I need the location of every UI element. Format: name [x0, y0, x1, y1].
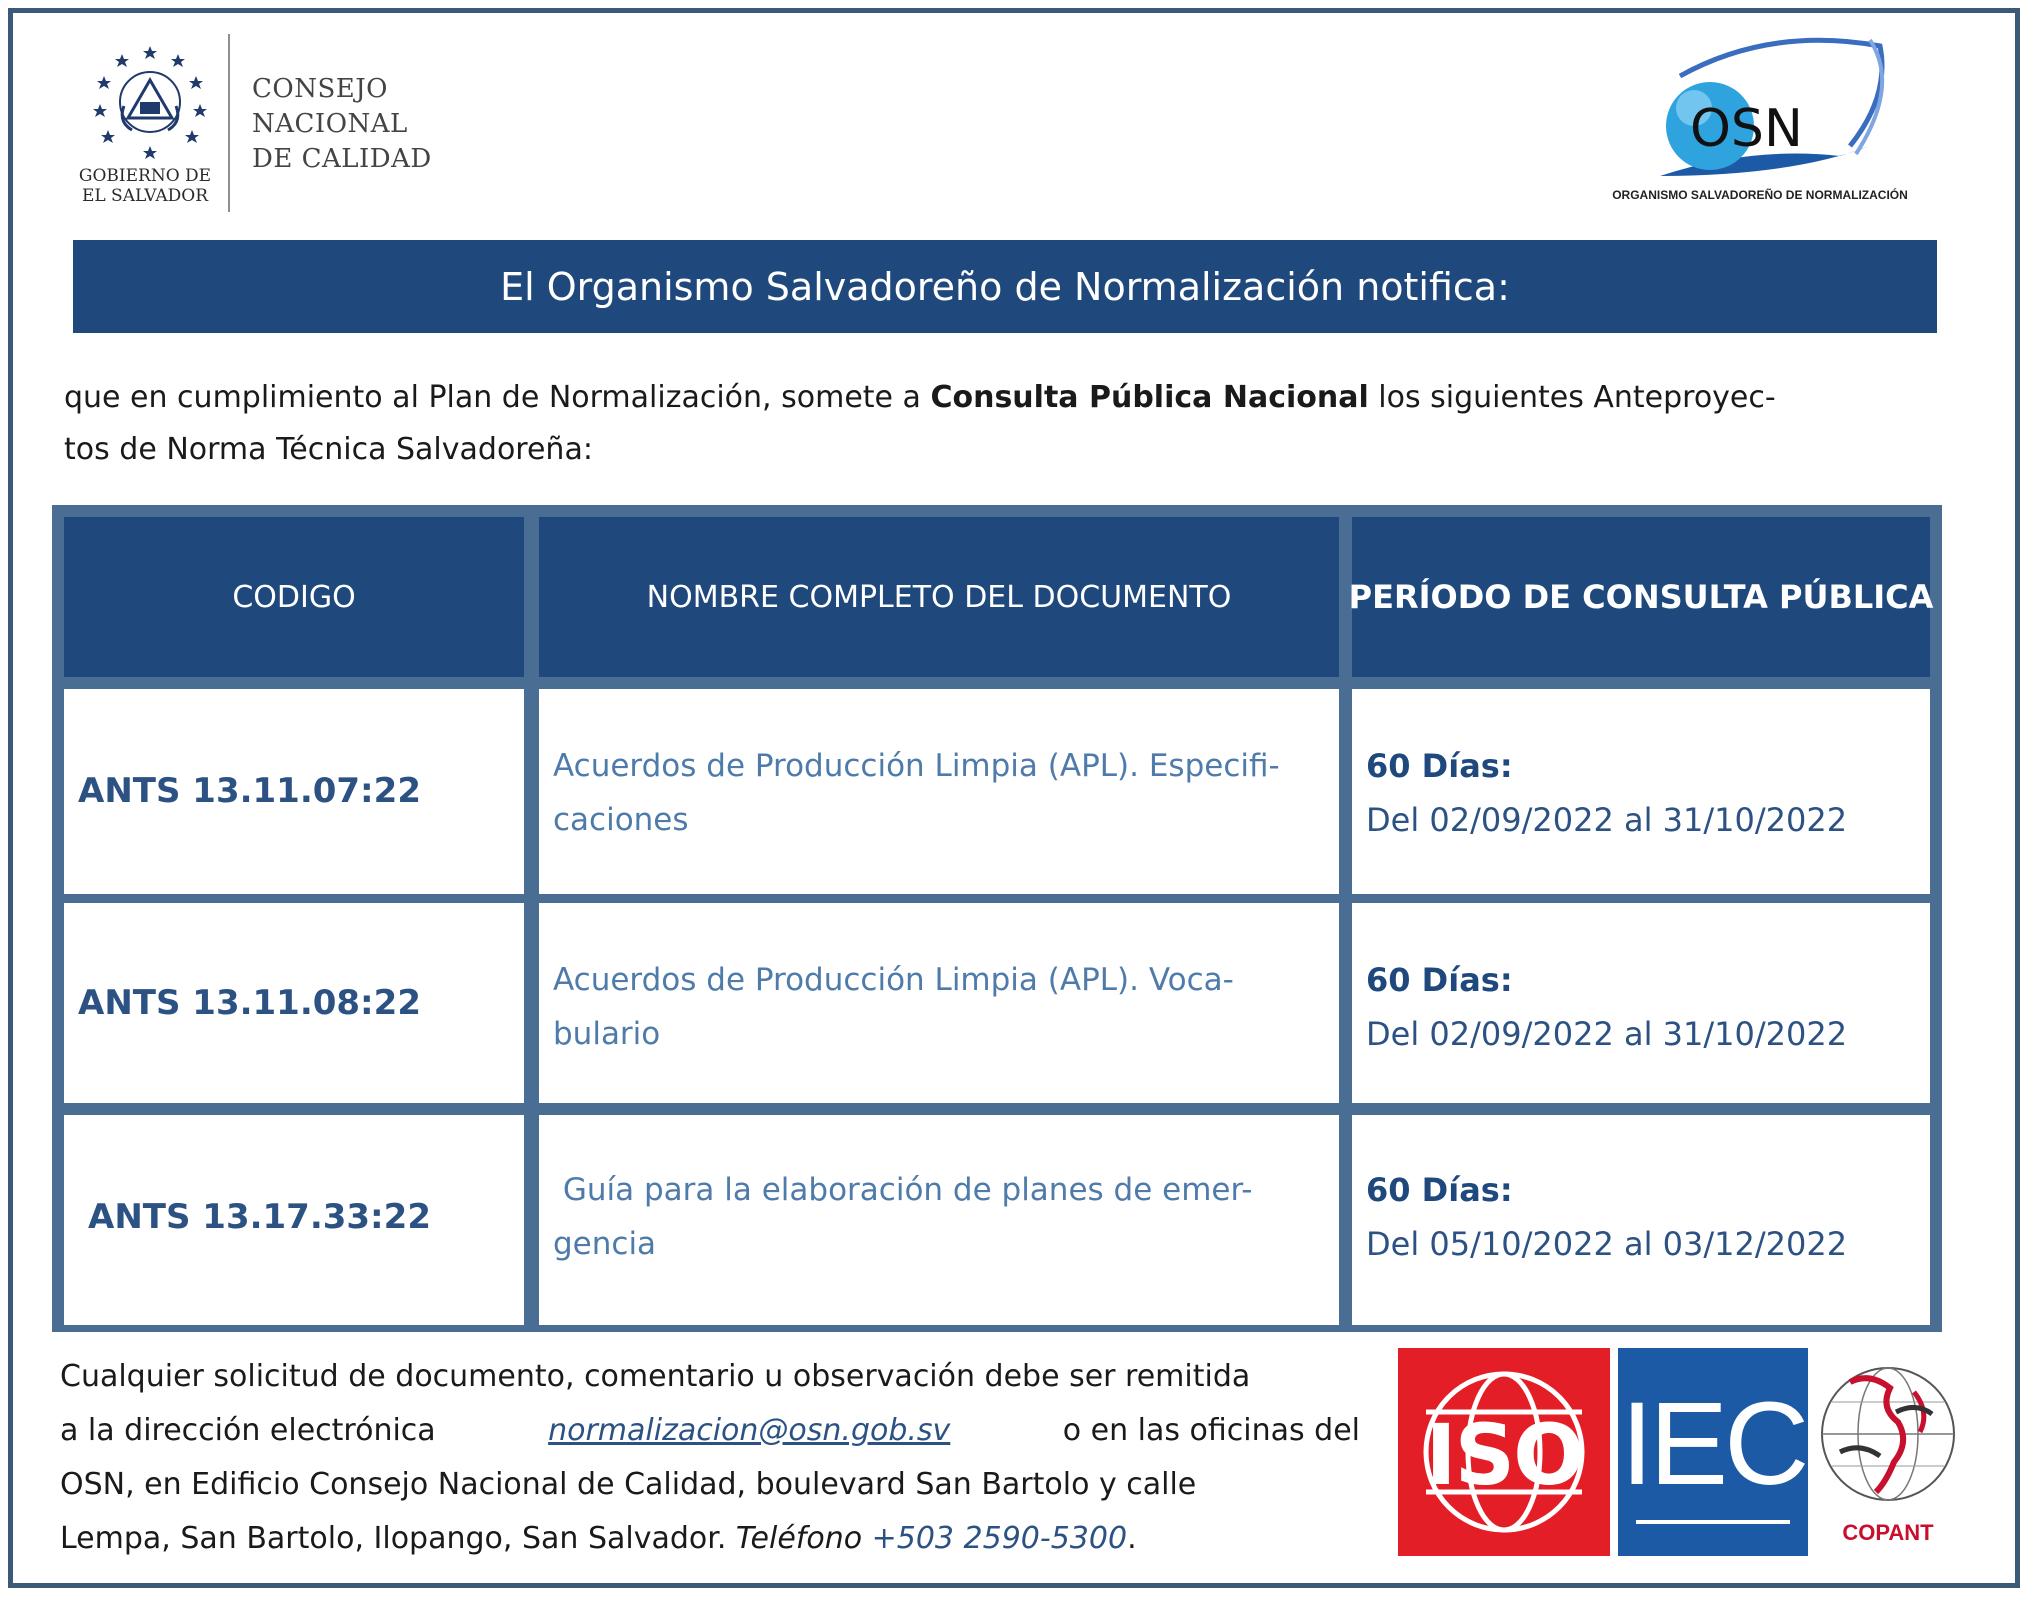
iso-logo-text: ISO: [1425, 1406, 1583, 1504]
phone-number[interactable]: +503 2590-5300: [871, 1521, 1128, 1556]
consejo-line2: NACIONAL: [252, 109, 408, 139]
phone-end: .: [1127, 1521, 1137, 1556]
banner-title: El Organismo Salvadoreño de Normalización notifica:: [500, 264, 1510, 309]
table-row: [64, 903, 524, 1103]
row-doc-name-line1: Acuerdos de Producción Limpia (APL). Voca-: [553, 962, 1234, 998]
row-period: [1366, 739, 1847, 847]
footer-line1: [60, 1350, 1360, 1404]
row-code: ANTS 13.11.08:22: [78, 983, 421, 1023]
header-name: NOMBRE COMPLETO DEL DOCUMENTO: [539, 517, 1339, 677]
osn-emblem-icon: [1590, 36, 1930, 186]
email-link[interactable]: normalizacion@osn.gob.sv: [548, 1413, 951, 1448]
gov-name-line1: GOBIERNO DE: [78, 166, 212, 186]
table-row: [1352, 689, 1930, 894]
gov-name: [70, 166, 220, 206]
footer-line2: [60, 1404, 1360, 1458]
copant-logo-text: COPANT: [1842, 1520, 1934, 1545]
notice-banner: [73, 240, 1937, 333]
footer-line4-a: Lempa, San Bartolo, Ilopango, San Salvador.: [60, 1521, 727, 1556]
iec-underline: [1636, 1520, 1790, 1524]
row-period-label: 60 Días:: [1366, 747, 1513, 785]
iec-logo-text: IEC: [1620, 1378, 1806, 1510]
intro-line2: tos de Norma Técnica Salvadoreña:: [64, 432, 593, 467]
row-period-dates: Del 05/10/2022 al 03/12/2022: [1366, 1225, 1848, 1263]
footer-line4: [60, 1512, 1360, 1566]
footer-line2-b: o en las oficinas del: [1062, 1413, 1360, 1448]
row-period: [1366, 1163, 1847, 1271]
consultation-table: [52, 505, 1942, 1332]
row-doc-name: [553, 953, 1323, 1061]
row-doc-name-line2: caciones: [553, 802, 689, 838]
row-doc-name: [553, 1163, 1323, 1271]
copant-globe-icon: [1810, 1352, 1966, 1520]
iec-logo: [1618, 1348, 1808, 1556]
header-code: CODIGO: [64, 517, 524, 677]
footer-line3-text: OSN, en Edificio Consejo Nacional de Calidad, boulevard San Bartolo y calle: [60, 1467, 1197, 1502]
gov-el-salvador-logo: [70, 42, 230, 212]
row-doc-name: [553, 739, 1323, 847]
intro-line1: que en cumplimiento al Plan de Normalización, somete a Consulta Pública Nacional los siguientes Anteproyec-: [64, 380, 1776, 415]
table-row: [539, 1115, 1339, 1325]
table-row: [64, 1115, 524, 1325]
osn-logo: [1590, 36, 1930, 206]
contact-paragraph: [60, 1350, 1360, 1566]
table-row: [539, 689, 1339, 894]
row-doc-name-line1: Acuerdos de Producción Limpia (APL). Especifi-: [553, 748, 1280, 784]
footer-line3: [60, 1458, 1360, 1512]
phone-label: Teléfono: [735, 1521, 863, 1556]
row-code: ANTS 13.11.07:22: [78, 771, 421, 811]
consejo-line3: DE CALIDAD: [252, 144, 432, 174]
footer-line1-text: Cualquier solicitud de documento, comentario u observación debe ser remitida: [60, 1359, 1251, 1394]
intro-paragraph: [64, 372, 1912, 476]
gov-name-line2: EL SALVADOR: [81, 186, 209, 206]
table-row: [539, 903, 1339, 1103]
consejo-line1: CONSEJO: [252, 74, 388, 104]
osn-logo-text: OSN: [1690, 99, 1803, 159]
footer-line2-a: a la dirección electrónica: [60, 1413, 436, 1448]
copant-logo: [1810, 1352, 1966, 1552]
row-period-dates: Del 02/09/2022 al 31/10/2022: [1366, 1015, 1848, 1053]
iso-logo: [1398, 1348, 1610, 1556]
row-period-label: 60 Días:: [1366, 1171, 1513, 1209]
row-period: [1366, 953, 1847, 1061]
row-code: ANTS 13.17.33:22: [88, 1197, 431, 1237]
national-seal-icon: [88, 42, 212, 166]
row-doc-name-line2: bulario: [553, 1016, 661, 1052]
row-doc-name-line1: Guía para la elaboración de planes de emer-: [553, 1172, 1253, 1208]
table-row: [1352, 1115, 1930, 1325]
row-period-dates: Del 02/09/2022 al 31/10/2022: [1366, 801, 1848, 839]
header-period: PERÍODO DE CONSULTA PÚBLICA: [1352, 517, 1930, 677]
row-doc-name-line2: gencia: [553, 1226, 657, 1262]
row-period-label: 60 Días:: [1366, 961, 1513, 999]
table-row: [1352, 903, 1930, 1103]
osn-caption: ORGANISMO SALVADOREÑO DE NORMALIZACIÓN: [1612, 188, 1908, 202]
consejo-nacional-name: [252, 72, 472, 177]
header-divider: [228, 34, 230, 212]
table-row: [64, 689, 524, 894]
